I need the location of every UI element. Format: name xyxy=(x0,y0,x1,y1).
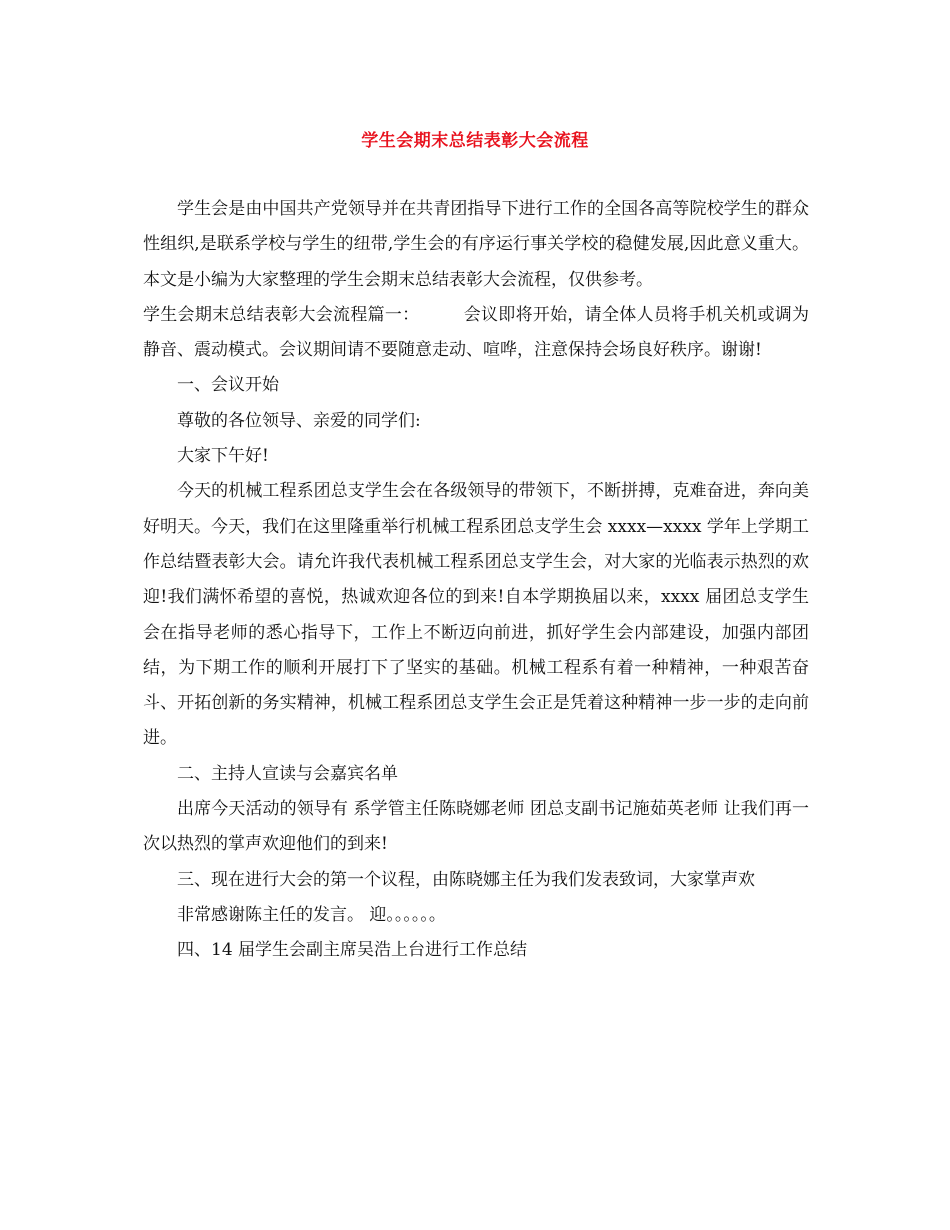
document-title: 学生会期末总结表彰大会流程 xyxy=(361,131,589,151)
opening-speech-paragraph: 今天的机械工程系团总支学生会在各级领导的带领下，不断拼搏，克难奋进，奔向美好明天。今天，我们在这里隆重举行机械工程系团总支学生会 xxxx—xxxx 学年上学期工作总结暨表彰大会。请允许我代表机械工程系团总支学生会，对大家的光临表示热烈的欢迎!我们满怀希望的喜悦，热诚欢迎各位的到来!自本学期换届以来，xxxx 届团总支学生会在指导老师的悉心指导下，工作上不断迈向前进，抓好学生会内部建设，加强内部团结，为下期工作的顺利开展打下了坚实的基础。机械工程系有着一种精神，一种艰苦奋斗、开拓创新的务实精神，机械工程系团总支学生会正是凭着这种精神一步一步的走向前进。 xyxy=(143,481,809,749)
guest-list-paragraph: 出席今天活动的领导有 系学管主任陈晓娜老师 团总支副书记施茹英老师 让我们再一次以热烈的掌声欢迎他们的到来! xyxy=(143,799,809,855)
greeting-line: 尊敬的各位领导、亲爱的同学们: xyxy=(177,410,421,431)
agenda-item-4: 四、14 届学生会副主席吴浩上台进行工作总结 xyxy=(177,940,528,961)
agenda-item-1: 一、会议开始 xyxy=(177,375,279,396)
intro-paragraph: 学生会是由中国共产党领导并在共青团指导下进行工作的全国各高等院校学生的群众性组织,是联系学校与学生的纽带,学生会的有序运行事关学校的稳健发展,因此意义重大。本文是小编为大家整理的学生会期末总结表彰大会流程，仅供参考。 xyxy=(143,199,809,290)
meeting-notice: 会议即将开始，请全体人员将手机关机或调为静音、震动模式。会议期间请不要随意走动、喧哗，注意保持会场良好秩序。谢谢! xyxy=(143,304,810,361)
agenda-item-2: 二、主持人宣读与会嘉宾名单 xyxy=(177,763,398,784)
thanks-line: 非常感谢陈主任的发言。 迎。。。。。。 xyxy=(177,904,446,925)
section-heading: 学生会期末总结表彰大会流程篇一： xyxy=(143,304,420,325)
document-body xyxy=(143,192,809,969)
greeting-line: 大家下午好! xyxy=(177,446,269,467)
agenda-item-3: 三、现在进行大会的第一个议程，由陈晓娜主任为我们发表致词，大家掌声欢 xyxy=(177,869,755,890)
section-paragraph xyxy=(143,298,809,369)
